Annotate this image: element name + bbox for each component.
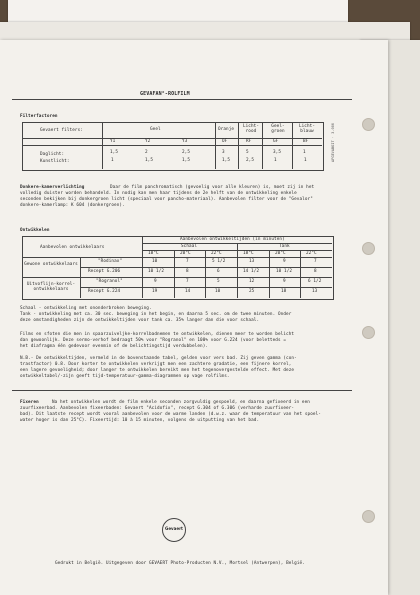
kunstlicht-value: 1 xyxy=(111,158,114,163)
time-value: 8 xyxy=(314,269,317,274)
divider xyxy=(237,243,238,298)
temp-header: 18°C xyxy=(243,251,254,256)
time-value: 14 xyxy=(185,289,191,294)
donkere-line: Daar de film panchromatisch (gevoelig voor alle kleuren) is, moet zij in het xyxy=(110,185,315,190)
time-value: 12 xyxy=(249,279,255,284)
divider xyxy=(262,122,263,169)
punch-hole xyxy=(362,118,375,131)
time-value: 10 xyxy=(215,289,221,294)
time-value: 8 xyxy=(186,269,189,274)
divider xyxy=(205,250,206,298)
daglicht-value: 1 xyxy=(303,150,306,155)
divider xyxy=(80,287,332,288)
side-code: AFGEVABOIT · 3-000 xyxy=(331,123,335,162)
developer-name: Recept G.206 xyxy=(88,269,121,274)
group-label: Gewone ontwikkelaars xyxy=(24,262,78,267)
filter-group: Licht-rood xyxy=(242,124,260,135)
donkere-line: seconden bekijken bij donkergroen licht (speciaal voor pancho-materiaal). Aanbevolen filter voor de "Gevalor" xyxy=(20,197,313,202)
time-value: 10 1/2 xyxy=(148,269,165,274)
divider xyxy=(300,250,301,298)
daglicht-value: 2 xyxy=(145,150,148,155)
kunstlicht-value: 1,5 xyxy=(182,158,191,163)
time-value: 9 xyxy=(154,279,157,284)
filter-row-label: Gevaert filters: xyxy=(40,128,83,133)
develop-note: Schaal - ontwikkeling met ononderbroken beweging. xyxy=(20,306,152,311)
page-header: GEVAFAN°-ROLFILM xyxy=(140,91,190,97)
develop-note: ontwikkeltabel/-zijn geeft tijd-temperatuur-gamma-diagrammen op vage rolfilms. xyxy=(20,374,230,379)
develop-note: dan gewoonlijk. Deze sermo-verhof bedraagt 50% voor "Rogranol" en 100% voor G.224 (voor beletteds = xyxy=(20,338,287,343)
donkere-line: donkere-kamerlamp: K 604 (donkergroen). xyxy=(20,203,125,208)
develop-note: Tank - ontwikkeling met ca. 30 sec. beweging in het begin, en daarna 5 sec. om de twee minuten. Onder xyxy=(20,312,292,317)
donkere-title: Donkere-kamerverlichting xyxy=(20,185,85,190)
divider xyxy=(22,145,322,146)
time-value: 7 xyxy=(314,259,317,264)
develop-note: een lagere gevoeligheid; door langer te ontwikkelen bereikt men het tegenovergestelde effect. Met deze xyxy=(20,368,295,373)
developer-name: "Rogranol" xyxy=(96,279,123,284)
punch-hole xyxy=(362,242,375,255)
temp-header: 20°C xyxy=(275,251,286,256)
develop-note: Films en sfoten die men in spaarzuiveljke-korrelbadnemen te ontwikkelen, dienen meer te worden belicht xyxy=(20,332,295,337)
develop-note: trastfactor) 0.8. Door korter te ontwikkelen verkrijgt men een zachtere gradatie, een fijnere korrel, xyxy=(20,362,292,367)
daglicht-value: 2,5 xyxy=(182,150,191,155)
filter-group: Oranje xyxy=(218,127,235,132)
developer-name: Recept G.224 xyxy=(88,289,121,294)
divider xyxy=(269,250,270,298)
temp-header: 20°C xyxy=(180,251,191,256)
logo-text: Gevaert xyxy=(165,526,183,531)
time-value: 10 xyxy=(152,259,158,264)
divider xyxy=(12,390,352,391)
time-value: 5 xyxy=(217,279,220,284)
filterfactoren-title: Filterfactoren xyxy=(20,114,58,119)
document-page xyxy=(0,40,388,595)
divider xyxy=(22,277,332,278)
divider xyxy=(22,257,332,258)
ontwikkelen-title: Ontwikkelen xyxy=(20,228,50,233)
group-label: Uitvoflijn-korrel-ontwikkelaars xyxy=(26,282,76,293)
divider xyxy=(174,250,175,298)
time-value: 13 xyxy=(312,289,318,294)
filter-code: Y2 xyxy=(145,139,151,144)
time-value: 9 xyxy=(283,259,286,264)
filter-code: Y3 xyxy=(182,139,188,144)
filter-group: Licht-blauw xyxy=(298,124,316,135)
divider xyxy=(238,122,239,169)
time-value: 7 xyxy=(186,279,189,284)
develop-note: deze omstandigheden zijn de ontwikkeltijden voor tank ca. 35% langer dan die voor schaal. xyxy=(20,318,260,323)
kunstlicht-value: 1,5 xyxy=(145,158,154,163)
tank-header: Tank xyxy=(279,244,290,249)
punch-hole xyxy=(362,510,375,523)
filter-group: Geel-groen xyxy=(271,124,285,135)
kunstlicht-value: 1 xyxy=(304,158,307,163)
fixeren-line: Na het ontwikkelen wordt de film enkele seconden zorgvuldig gespoeld, en daarna gefixeerd in een xyxy=(52,400,310,405)
divider xyxy=(12,99,352,100)
time-value: 6 1/2 xyxy=(308,279,322,284)
filter-code: OF xyxy=(222,139,228,144)
time-value: 5 1/2 xyxy=(212,259,226,264)
divider xyxy=(102,122,103,169)
temp-header: 22°C xyxy=(306,251,317,256)
page-footer: Gedrukt in België. Uitgegeven door GEVAERT Photo-Producten N.V., Mortsel (Antwerpen), België. xyxy=(55,561,305,566)
punch-hole xyxy=(362,326,375,339)
filter-code: RF xyxy=(246,139,252,144)
daglicht-value: 1,5 xyxy=(110,150,119,155)
gevaert-logo xyxy=(162,518,186,542)
temp-header: 22°C xyxy=(211,251,222,256)
donkere-line: volledig duister worden behandeld. In nodig kan men haar tijdens de 2e helft van de ontwikkeling enkele xyxy=(20,191,297,196)
filter-code: BF xyxy=(303,139,309,144)
filter-code: Y1 xyxy=(110,139,116,144)
time-value: 19 xyxy=(152,289,158,294)
kunstlicht-label: Kunstlicht: xyxy=(40,159,70,164)
divider xyxy=(80,257,81,298)
time-value: 25 xyxy=(249,289,255,294)
daglicht-label: Daglicht: xyxy=(40,152,65,157)
kunstlicht-value: 1 xyxy=(274,158,277,163)
kunstlicht-value: 1,5 xyxy=(222,158,231,163)
temp-header: 18°C xyxy=(148,251,159,256)
kunstlicht-value: 2,5 xyxy=(246,158,255,163)
daglicht-value: 3 xyxy=(222,150,225,155)
time-value: 10 1/2 xyxy=(276,269,293,274)
fixeren-line: bad). Dit laatste recept wordt vooral aanbevolen voor de warme landen (d.w.z. waar de temperatuur van het spoel- xyxy=(20,412,321,417)
develop-note: N.B.- De ontwikkeltijden, vermeld in de bovenstaande tabel, gelden voor vers bad. Zij geven gamma (con- xyxy=(20,356,297,361)
time-value: 7 xyxy=(186,259,189,264)
time-value: 6 xyxy=(217,269,220,274)
schaal-header: Schaal xyxy=(181,244,198,249)
fixeren-line: water hoger is dan 25°C). Fixeertijd: 10 à 15 minuten, volgens de uitputting van het bad. xyxy=(20,418,260,423)
time-value: 9 xyxy=(283,279,286,284)
fixeren-title: Fixeren xyxy=(20,400,39,405)
developer-name: "Rodinax" xyxy=(98,259,123,264)
time-value: 14 1/2 xyxy=(243,269,260,274)
filter-code: GF xyxy=(273,139,279,144)
divider xyxy=(292,122,293,169)
divider xyxy=(80,267,332,268)
daglicht-value: 3,5 xyxy=(273,150,282,155)
fixeren-line: zuurfixeerbad. Aanbevolen fixeerbaden: Gevaert "Acidofix", recept G.304 of G.306 (verharde zuurfixeer- xyxy=(20,406,295,411)
develop-note: het diafragma één gedevoor evenmin of de belichtingstijd verdubbelen). xyxy=(20,344,209,349)
col1-header: Aanbevolen ontwikkelaars xyxy=(40,245,105,250)
col2-header: Aanbevolen ontwikkeltijden (in minuten) xyxy=(180,237,285,242)
time-value: 13 xyxy=(249,259,255,264)
time-value: 18 xyxy=(281,289,287,294)
daglicht-value: 5 xyxy=(246,150,249,155)
filter-group: Geel xyxy=(150,127,161,132)
divider xyxy=(215,122,216,169)
